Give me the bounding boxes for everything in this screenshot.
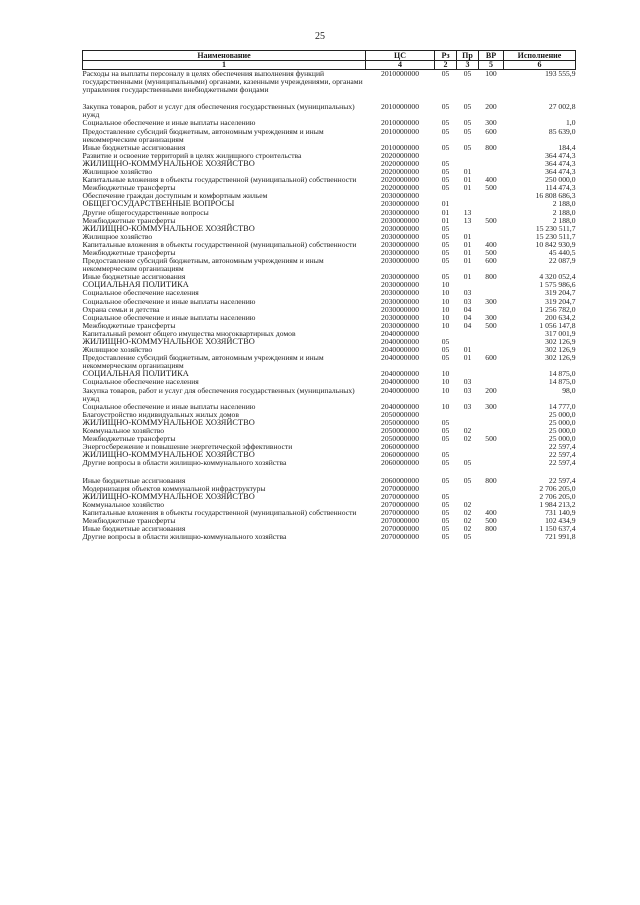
row-amount: 16 808 686,3 — [535, 191, 576, 201]
row-pr — [457, 411, 479, 419]
row-pr: 02 — [463, 507, 472, 517]
row-amount: 2 188,0 — [552, 207, 576, 217]
row-name: Расходы на выплаты персоналу в целях обеспечения выполнения функций государственными (муниципальными) органами, казенными учреждениями, органами управления государственными внебюджетными фондами — [82, 69, 363, 95]
row-pr — [457, 192, 479, 200]
row-vr: 600 — [485, 126, 497, 136]
row-rz: 05 — [441, 239, 450, 249]
row-pr: 02 — [463, 434, 472, 444]
row-name: Социальное обеспечение и иные выплаты населению — [82, 401, 256, 411]
row-name: ЖИЛИЩНО-КОММУНАЛЬНОЕ ХОЗЯЙСТВО — [82, 337, 255, 346]
row-amount: 250 000,0 — [545, 175, 576, 185]
row-rz: 05 — [441, 167, 450, 177]
row-rz: 05 — [441, 426, 450, 436]
row-amount: 364 474,3 — [545, 167, 576, 177]
row-name: Социальное обеспечение и иные выплаты населению — [82, 118, 256, 128]
row-name: Обеспечение граждан доступным и комфортным жильем — [82, 191, 268, 201]
row-cs: 2060000000 — [381, 450, 419, 460]
row-vr — [479, 451, 504, 459]
row-pr: 01 — [463, 247, 472, 257]
row-name: СОЦИАЛЬНАЯ ПОЛИТИКА — [82, 280, 189, 290]
table-row — [83, 70, 576, 95]
row-cs: 2070000000 — [381, 507, 419, 517]
row-cs: 2020000000 — [381, 150, 419, 160]
row-rz: 05 — [441, 450, 450, 460]
row-name: Коммунальное хозяйство — [82, 499, 165, 509]
row-vr: 500 — [485, 434, 497, 444]
row-pr: 13 — [463, 215, 472, 225]
row-rz: 05 — [441, 345, 450, 355]
header-rz: Рз — [435, 51, 457, 61]
row-pr — [457, 443, 479, 451]
row-cs: 2050000000 — [381, 417, 419, 427]
row-name: Межбюджетные трансферты — [82, 183, 176, 193]
row-cs: 2050000000 — [381, 409, 419, 419]
row-rz: 10 — [441, 320, 450, 330]
row-cs: 2030000000 — [381, 239, 419, 249]
row-pr: 04 — [463, 304, 472, 314]
row-amount: 364 474,3 — [545, 158, 576, 168]
row-pr: 03 — [463, 377, 472, 387]
table-row — [83, 160, 576, 168]
row-vr — [479, 533, 504, 541]
row-rz: 05 — [441, 272, 450, 282]
row-rz: 01 — [441, 215, 450, 225]
row-name: Социальное обеспечение и иные выплаты населению — [82, 296, 256, 306]
colnum-name: 1 — [83, 61, 366, 70]
row-cs: 2060000000 — [381, 475, 419, 485]
row-amount: 364 474,3 — [545, 150, 576, 160]
row-cs: 2010000000 — [381, 102, 419, 112]
row-rz: 10 — [441, 377, 450, 387]
row-pr: 05 — [463, 458, 472, 468]
row-name: ЖИЛИЩНО-КОММУНАЛЬНОЕ ХОЗЯЙСТВО — [82, 450, 255, 460]
row-vr — [479, 493, 504, 501]
header-cs: ЦС — [366, 51, 435, 61]
row-rz: 10 — [441, 280, 450, 290]
row-rz: 05 — [441, 434, 450, 444]
row-cs: 2070000000 — [381, 491, 419, 501]
row-rz: 05 — [441, 256, 450, 266]
row-pr: 02 — [463, 499, 472, 509]
row-amount: 22 087,9 — [548, 256, 576, 266]
row-name: Социальное обеспечение и иные выплаты населению — [82, 312, 256, 322]
row-vr — [479, 419, 504, 427]
row-name: Межбюджетные трансферты — [82, 434, 176, 444]
row-vr: 400 — [485, 175, 497, 185]
row-amount: 1 984 213,2 — [539, 499, 576, 509]
row-rz: 05 — [441, 499, 450, 509]
row-cs: 2030000000 — [381, 280, 419, 290]
row-cs: 2050000000 — [381, 434, 419, 444]
row-amount: 14 777,0 — [548, 401, 576, 411]
colnum-cs: 4 — [366, 61, 435, 70]
row-vr: 300 — [485, 118, 497, 128]
row-cs: 2020000000 — [381, 158, 419, 168]
row-amount: 319 204,7 — [545, 296, 576, 306]
row-cs: 2040000000 — [381, 377, 419, 387]
row-amount: 22 597,4 — [548, 442, 576, 452]
row-vr — [479, 152, 504, 160]
row-amount: 193 555,9 — [545, 69, 576, 78]
row-amount: 2 706 205,0 — [539, 483, 576, 493]
row-vr: 600 — [485, 353, 497, 363]
row-pr — [457, 152, 479, 160]
row-vr: 800 — [485, 524, 497, 534]
row-name: Межбюджетные трансферты — [82, 247, 176, 257]
row-rz: 05 — [441, 158, 450, 168]
table-row — [83, 128, 576, 144]
row-cs: 2030000000 — [381, 207, 419, 217]
row-vr: 200 — [485, 102, 497, 112]
row-cs: 2010000000 — [381, 69, 419, 78]
row-vr: 600 — [485, 256, 497, 266]
row-vr: 300 — [485, 296, 497, 306]
row-amount: 27 002,8 — [548, 102, 576, 112]
row-name: Модернизация объектов коммунальной инфраструктуры — [82, 483, 266, 493]
row-name: Жилищное хозяйство — [82, 231, 153, 241]
row-name: Иные бюджетные ассигнования — [82, 272, 186, 282]
row-cs: 2040000000 — [381, 345, 419, 355]
row-rz: 05 — [441, 102, 450, 112]
row-name: Капитальные вложения в объекты государственной (муниципальной) собственности — [82, 175, 357, 185]
row-vr: 200 — [485, 385, 497, 395]
row-cs: 2030000000 — [381, 288, 419, 298]
table-row — [83, 103, 576, 119]
row-amount: 302 126,9 — [545, 345, 576, 355]
row-rz: 05 — [441, 475, 450, 485]
row-name: ОБЩЕГОСУДАРСТВЕННЫЕ ВОПРОСЫ — [82, 199, 235, 209]
row-name: Иные бюджетные ассигнования — [82, 142, 186, 152]
row-vr — [479, 443, 504, 451]
row-vr: 800 — [485, 272, 497, 282]
row-amount: 1 575 986,6 — [539, 280, 576, 290]
row-cs: 2030000000 — [381, 191, 419, 201]
row-rz: 05 — [441, 142, 450, 152]
row-amount: 25 000,0 — [548, 417, 576, 427]
row-cs: 2020000000 — [381, 167, 419, 177]
row-cs: 2040000000 — [381, 385, 419, 395]
row-rz: 05 — [441, 69, 450, 78]
row-vr — [479, 281, 504, 289]
row-pr: 01 — [463, 256, 472, 266]
colnum-rz: 2 — [435, 61, 457, 70]
row-cs: 2030000000 — [381, 215, 419, 225]
row-vr — [479, 225, 504, 233]
row-vr — [479, 370, 504, 378]
row-cs: 2030000000 — [381, 247, 419, 257]
row-rz: 05 — [441, 247, 450, 257]
row-name: Межбюджетные трансферты — [82, 320, 176, 330]
header-vr: ВР — [479, 51, 504, 61]
row-name: ЖИЛИЩНО-КОММУНАЛЬНОЕ ХОЗЯЙСТВО — [82, 491, 255, 501]
table-row — [83, 387, 576, 403]
row-amount: 302 126,9 — [545, 337, 576, 346]
row-rz: 10 — [441, 385, 450, 395]
row-name: Иные бюджетные ассигнования — [82, 475, 186, 485]
row-amount: 22 597,4 — [548, 458, 576, 468]
row-vr: 400 — [485, 507, 497, 517]
row-rz: 10 — [441, 369, 450, 379]
row-pr: 05 — [463, 102, 472, 112]
row-pr: 05 — [463, 475, 472, 485]
row-name: Жилищное хозяйство — [82, 345, 153, 355]
row-amount: 317 001,9 — [545, 328, 576, 338]
row-rz: 05 — [441, 524, 450, 534]
row-cs: 2070000000 — [381, 515, 419, 525]
page-number: 25 — [315, 31, 325, 42]
row-rz: 10 — [441, 288, 450, 298]
row-name: Охрана семьи и детства — [82, 304, 160, 314]
row-amount: 22 597,4 — [548, 450, 576, 460]
row-name: Другие общегосударственные вопросы — [82, 207, 209, 217]
row-vr — [479, 330, 504, 338]
table-row — [83, 459, 576, 467]
row-cs: 2070000000 — [381, 483, 419, 493]
row-amount: 14 875,0 — [548, 377, 576, 387]
row-vr: 500 — [485, 515, 497, 525]
row-rz: 05 — [441, 532, 450, 542]
budget-table — [82, 50, 576, 541]
row-rz: 10 — [441, 312, 450, 322]
row-rz: 05 — [441, 175, 450, 185]
row-pr: 05 — [463, 532, 472, 542]
row-cs: 2050000000 — [381, 426, 419, 436]
row-rz: 10 — [441, 304, 450, 314]
row-pr: 02 — [463, 524, 472, 534]
header-pr: Пр — [457, 51, 479, 61]
row-cs: 2030000000 — [381, 296, 419, 306]
row-rz: 05 — [441, 337, 450, 346]
row-amount: 1,0 — [566, 118, 576, 128]
row-rz: 05 — [441, 353, 450, 363]
row-vr: 500 — [485, 215, 497, 225]
row-cs: 2010000000 — [381, 142, 419, 152]
row-cs: 2040000000 — [381, 369, 419, 379]
row-rz: 10 — [441, 401, 450, 411]
row-amount: 302 126,9 — [545, 353, 576, 363]
row-name: Закупка товаров, работ и услуг для обеспечения государственных (муниципальных) нужд — [82, 102, 355, 120]
row-amount: 1 150 637,4 — [539, 524, 576, 534]
row-cs: 2070000000 — [381, 532, 419, 542]
row-amount: 14 875,0 — [548, 369, 576, 379]
row-rz: 05 — [441, 417, 450, 427]
row-name: ЖИЛИЩНО-КОММУНАЛЬНОЕ ХОЗЯЙСТВО — [82, 223, 255, 233]
row-name: Предоставление субсидий бюджетным, автономным учреждениям и иным некоммерческим организациям — [82, 353, 324, 371]
row-vr — [479, 338, 504, 346]
row-name: ЖИЛИЩНО-КОММУНАЛЬНОЕ ХОЗЯЙСТВО — [82, 417, 255, 427]
row-cs: 2010000000 — [381, 118, 419, 128]
row-pr: 05 — [463, 118, 472, 128]
row-amount: 2 706 205,0 — [539, 491, 576, 501]
row-name: Развитие и освоение территорий в целях жилищного строительства — [82, 150, 302, 160]
row-cs: 2030000000 — [381, 199, 419, 209]
row-pr: 01 — [463, 175, 472, 185]
row-rz: 05 — [441, 223, 450, 233]
row-rz: 05 — [441, 126, 450, 136]
row-amount: 98,0 — [562, 385, 576, 395]
row-cs: 2030000000 — [381, 320, 419, 330]
row-amount: 184,4 — [558, 142, 576, 152]
row-name: СОЦИАЛЬНАЯ ПОЛИТИКА — [82, 369, 189, 379]
row-amount: 10 842 930,9 — [535, 239, 576, 249]
row-pr: 01 — [463, 231, 472, 241]
row-pr — [457, 330, 479, 338]
row-amount: 114 474,3 — [545, 183, 576, 193]
row-name: Иные бюджетные ассигнования — [82, 524, 186, 534]
row-name: ЖИЛИЩНО-КОММУНАЛЬНОЕ ХОЗЯЙСТВО — [82, 158, 255, 168]
row-amount: 721 991,8 — [545, 532, 576, 542]
row-cs: 2020000000 — [381, 183, 419, 193]
row-pr: 04 — [463, 320, 472, 330]
row-pr: 03 — [463, 288, 472, 298]
row-rz: 05 — [441, 507, 450, 517]
header-amount: Исполнение — [504, 51, 576, 61]
row-pr: 01 — [463, 272, 472, 282]
row-amount: 22 597,4 — [548, 475, 576, 485]
row-amount: 731 140,9 — [545, 507, 576, 517]
row-amount: 1 056 147,8 — [539, 320, 576, 330]
row-rz: 01 — [441, 199, 450, 209]
row-cs: 2040000000 — [381, 401, 419, 411]
row-amount: 4 320 052,4 — [539, 272, 576, 282]
row-name: Межбюджетные трансферты — [82, 215, 176, 225]
row-vr: 400 — [485, 239, 497, 249]
row-pr: 01 — [463, 183, 472, 193]
row-vr — [479, 200, 504, 208]
table-row — [83, 338, 576, 346]
row-amount: 1 256 782,0 — [539, 304, 576, 314]
row-name: Жилищное хозяйство — [82, 167, 153, 177]
table-row — [83, 533, 576, 541]
row-pr: 03 — [463, 401, 472, 411]
row-pr: 05 — [463, 126, 472, 136]
row-cs: 2040000000 — [381, 353, 419, 363]
row-amount: 25 000,0 — [548, 434, 576, 444]
row-amount: 2 188,0 — [552, 215, 576, 225]
row-cs: 2040000000 — [381, 337, 419, 346]
row-pr: 03 — [463, 385, 472, 395]
row-pr: 01 — [463, 167, 472, 177]
row-pr: 05 — [463, 142, 472, 152]
row-cs: 2040000000 — [381, 328, 419, 338]
row-amount: 15 230 511,7 — [535, 231, 576, 241]
row-name: Благоустройство индивидуальных жилых домов — [82, 409, 239, 419]
row-rz: 05 — [441, 231, 450, 241]
row-name: Энергосбережение и повышение энергетической эффективности — [82, 442, 293, 452]
row-vr: 800 — [485, 475, 497, 485]
row-name: Капитальный ремонт общего имущества многоквартирных домов — [82, 328, 296, 338]
row-vr — [479, 485, 504, 493]
row-cs: 2030000000 — [381, 312, 419, 322]
row-amount: 45 440,5 — [548, 247, 576, 257]
row-vr: 100 — [485, 69, 497, 78]
row-cs: 2030000000 — [381, 231, 419, 241]
row-amount: 25 000,0 — [548, 409, 576, 419]
row-amount: 15 230 511,7 — [535, 223, 576, 233]
row-name: Другие вопросы в области жилищно-коммунального хозяйства — [82, 458, 287, 468]
row-cs: 2030000000 — [381, 272, 419, 282]
row-pr: 03 — [463, 296, 472, 306]
row-amount: 85 639,0 — [548, 126, 576, 136]
table-row — [83, 354, 576, 370]
header-name: Наименование — [83, 51, 366, 61]
row-vr: 800 — [485, 142, 497, 152]
row-cs: 2030000000 — [381, 304, 419, 314]
row-amount: 25 000,0 — [548, 426, 576, 436]
row-cs: 2060000000 — [381, 442, 419, 452]
row-pr: 01 — [463, 345, 472, 355]
row-name: Социальное обеспечение населения — [82, 377, 199, 387]
row-cs: 2030000000 — [381, 223, 419, 233]
row-name: Капитальные вложения в объекты государственной (муниципальной) собственности — [82, 507, 357, 517]
colnum-pr: 3 — [457, 61, 479, 70]
row-cs: 2020000000 — [381, 175, 419, 185]
row-rz: 05 — [441, 458, 450, 468]
colnum-vr: 5 — [479, 61, 504, 70]
row-pr: 01 — [463, 353, 472, 363]
row-cs: 2060000000 — [381, 458, 419, 468]
row-vr — [479, 160, 504, 168]
row-cs: 2070000000 — [381, 499, 419, 509]
row-amount: 2 188,0 — [552, 199, 576, 209]
row-vr — [479, 192, 504, 200]
row-name: Закупка товаров, работ и услуг для обеспечения государственных (муниципальных) нужд — [82, 385, 355, 403]
row-vr — [479, 411, 504, 419]
row-vr: 500 — [485, 320, 497, 330]
row-amount: 200 634,2 — [545, 312, 576, 322]
row-pr: 05 — [463, 69, 472, 78]
row-name: Предоставление субсидий бюджетным, автономным учреждениям и иным некоммерческим организациям — [82, 256, 324, 274]
row-rz: 10 — [441, 296, 450, 306]
colnum-amount: 6 — [504, 61, 576, 70]
row-name: Межбюджетные трансферты — [82, 515, 176, 525]
row-pr: 02 — [463, 515, 472, 525]
row-pr: 02 — [463, 426, 472, 436]
row-pr: 13 — [463, 207, 472, 217]
row-name: Другие вопросы в области жилищно-коммунального хозяйства — [82, 532, 287, 542]
row-amount: 319 204,7 — [545, 288, 576, 298]
row-amount: 102 434,9 — [545, 515, 576, 525]
row-pr: 01 — [463, 239, 472, 249]
table-row — [83, 225, 576, 233]
row-name: Коммунальное хозяйство — [82, 426, 165, 436]
row-rz: 01 — [441, 207, 450, 217]
row-cs: 2030000000 — [381, 256, 419, 266]
row-vr: 300 — [485, 401, 497, 411]
row-pr: 04 — [463, 312, 472, 322]
table-body — [83, 70, 576, 542]
row-rz: 05 — [441, 515, 450, 525]
row-cs: 2010000000 — [381, 126, 419, 136]
table-row — [83, 257, 576, 273]
row-cs: 2070000000 — [381, 524, 419, 534]
row-pr — [457, 485, 479, 493]
row-vr: 500 — [485, 183, 497, 193]
table-header-row — [83, 51, 576, 61]
row-vr: 500 — [485, 247, 497, 257]
row-rz: 05 — [441, 118, 450, 128]
row-rz: 05 — [441, 491, 450, 501]
row-name: Социальное обеспечение населения — [82, 288, 199, 298]
row-vr: 300 — [485, 312, 497, 322]
row-rz: 05 — [441, 183, 450, 193]
row-vr — [479, 459, 504, 467]
row-name: Капитальные вложения в объекты государственной (муниципальной) собственности — [82, 239, 357, 249]
row-name: Предоставление субсидий бюджетным, автономным учреждениям и иным некоммерческим организациям — [82, 126, 324, 144]
